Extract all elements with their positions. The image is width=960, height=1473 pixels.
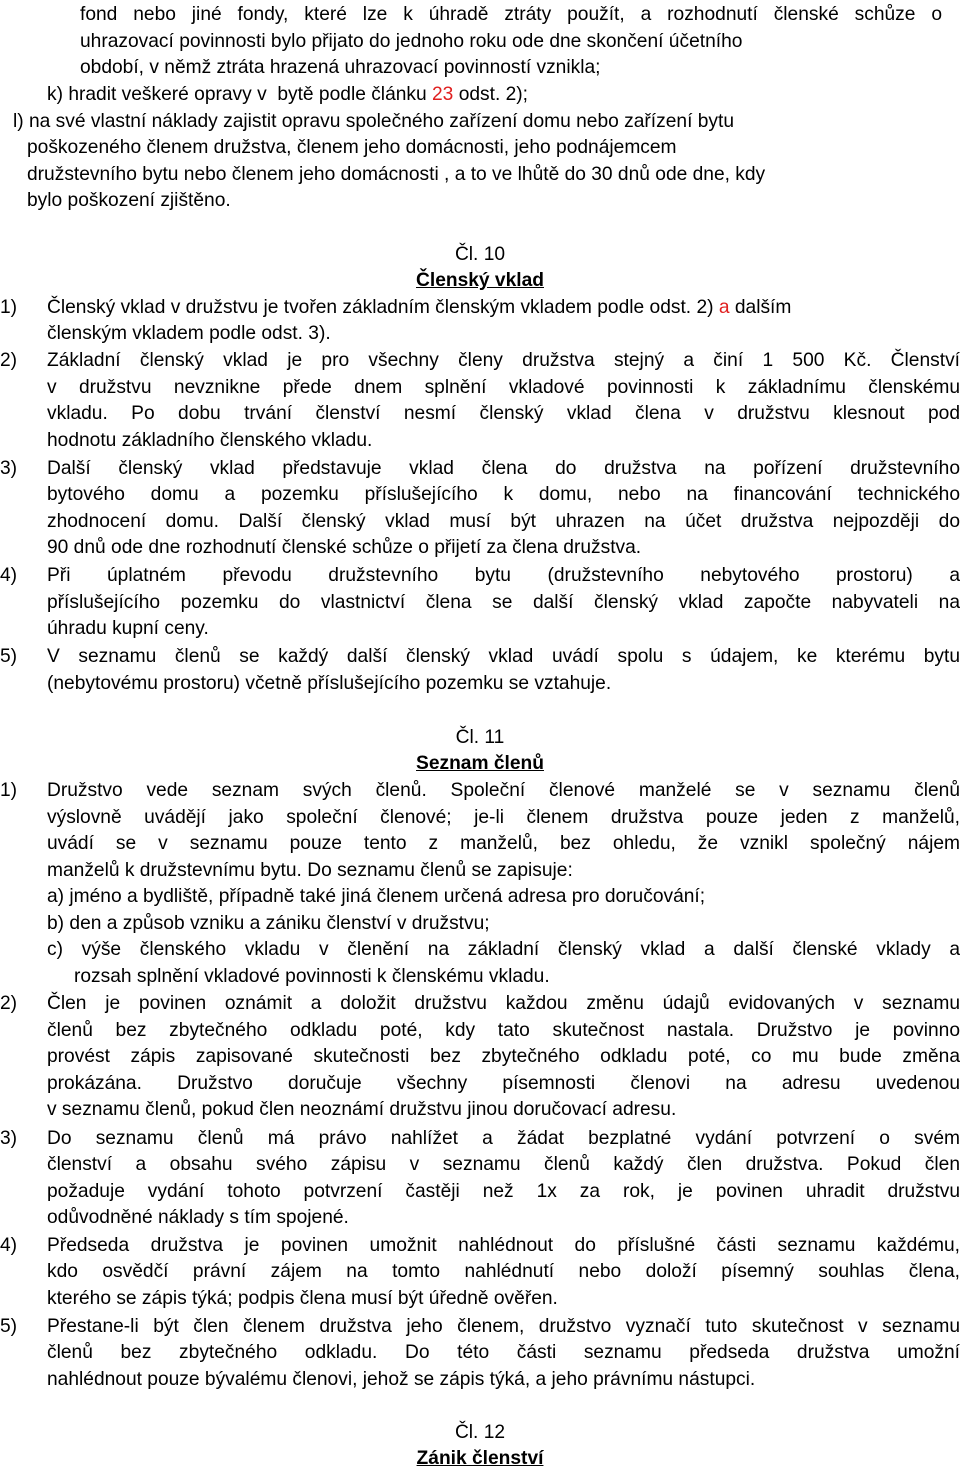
paragraph-line: prokázána. Družstvo doručuje všechny písemnosti členovi na adresu uvedenou (47, 1073, 960, 1094)
paragraph-line: V seznamu členů se každý další členský vklad uvádí spolu s údajem, ke kterému bytu (47, 646, 960, 667)
paragraph-line: Při úplatném převodu družstevního bytu (družstevního nebytového prostoru) a (47, 565, 960, 586)
paragraph-line: členů bez zbytečného odkladu poté, kdy tato skutečnost nastala. Družstvo je povinno (47, 1020, 960, 1041)
paragraph-line: Přestane-li být člen členem družstva jeho členem, družstvo vyznačí tuto skutečnost v seznamu (47, 1316, 960, 1337)
article-number: Čl. 10 (454, 244, 506, 265)
paragraph-line: hodnotu základního členského vkladu. (47, 430, 373, 451)
item-l-cont: družstevního bytu nebo členem jeho domácnosti , a to ve lhůtě do 30 dnů ode dne, kdy (27, 164, 766, 185)
article-number: Čl. 12 (454, 1422, 506, 1443)
intro-line: uhrazovací povinnosti bylo přijato do jednoho roku ode dne skončení účetního (80, 31, 743, 52)
paragraph-line: příslušejícího pozemku do vlastnictví člena se další členský vklad započte nabyvateli na (47, 592, 960, 613)
paragraph-number: 3) (0, 1128, 18, 1149)
paragraph-line: 90 dnů ode dne rozhodnutí členské schůze o přijetí za člena družstva. (47, 537, 642, 558)
paragraph-line: Člen je povinen oznámit a doložit družstvu každou změnu údajů evidovaných v seznamu (47, 993, 960, 1014)
paragraph-line: členů bez zbytečného odkladu. Do této části seznamu předseda družstva umožní (47, 1342, 960, 1363)
paragraph-line: nahlédnout pouze bývalému členovi, jehož se zápis týká, a jeho právnímu nástupci. (47, 1369, 756, 1390)
article-title: Seznam členů (416, 753, 544, 774)
item-k-text: k) hradit veškeré opravy v bytě podle článku (47, 84, 433, 105)
paragraph-number: 3) (0, 458, 18, 479)
article-title: Zánik členství (416, 1448, 544, 1469)
paragraph-text: dalším (729, 297, 792, 318)
intro-line: fond nebo jiné fondy, které lze k úhradě ztráty použít, a rozhodnutí členské schůze o (80, 4, 942, 25)
paragraph-line: (nebytovému prostoru) včetně příslušejícího pozemku se vztahuje. (47, 673, 612, 694)
item-l: l) na své vlastní náklady zajistit opravu společného zařízení domu nebo zařízení bytu (13, 111, 734, 132)
paragraph-line: v seznamu členů, pokud člen neoznámí družstvu jinou doručovací adresu. (47, 1099, 677, 1120)
paragraph-line: v družstvu nevznikne přede dnem splnění vkladové povinnosti k základnímu členskému (47, 377, 960, 398)
paragraph-number: 4) (0, 565, 18, 586)
paragraph-line: požaduje vydání tohoto potvrzení častěji než 1x za rok, je povinen uhradit družstvu (47, 1181, 960, 1202)
paragraph-line: vkladu. Po dobu trvání členství nesmí členský vklad člena v družstvu klesnout pod (47, 403, 960, 424)
item-k (47, 82, 528, 109)
paragraph-line: kterého se zápis týká; podpis člena musí být úředně ověřen. (47, 1288, 558, 1309)
paragraph-line (47, 295, 791, 322)
paragraph-number: 2) (0, 993, 18, 1014)
paragraph-line: kdo osvědčí právní zájem na tomto nahlédnutí nebo doloží písemný souhlas člena, (47, 1261, 960, 1282)
paragraph-text: Členský vklad v družstvu je tvořen základním členským vkladem podle odst. 2) (47, 297, 719, 318)
list-item-cont: rozsah splnění vkladové povinnosti k členskému vkladu. (74, 966, 550, 987)
paragraph-line: členství a obsahu svého zápisu v seznamu členů každý člen družstva. Pokud člen (47, 1154, 960, 1175)
article-reference-link[interactable]: 23 (432, 84, 454, 105)
paragraph-number: 1) (0, 780, 18, 801)
paragraph-line: úhradu kupní ceny. (47, 618, 209, 639)
list-item: b) den a způsob vzniku a zániku členství v družstvu; (47, 913, 490, 934)
item-l-cont: poškozeného členem družstva, členem jeho domácnosti, jeho podnájemcem (27, 137, 677, 158)
paragraph-line: Předseda družstva je povinen umožnit nahlédnout do příslušné části seznamu každému, (47, 1235, 960, 1256)
paragraph-line: odůvodněné náklady s tím spojené. (47, 1207, 349, 1228)
paragraph-line: Základní členský vklad je pro všechny členy družstva stejný a činí 1 500 Kč. Členství (47, 350, 960, 371)
paragraph-number: 5) (0, 646, 18, 667)
article-number: Čl. 11 (455, 727, 505, 748)
paragraph-line: Do seznamu členů má právo nahlížet a žádat bezplatné vydání potvrzení o svém (47, 1128, 960, 1149)
item-l-cont: bylo poškození zjištěno. (27, 190, 231, 211)
paragraph-line: bytového domu a pozemku příslušejícího k domu, nebo na financování technického (47, 484, 960, 505)
highlighted-word: a (718, 297, 730, 318)
paragraph-line: zhodnocení domu. Další členský vklad musí být uhrazen na účet družstva nejpozději do (47, 511, 960, 532)
article-title: Členský vklad (416, 270, 544, 291)
paragraph-line: členským vkladem podle odst. 3). (47, 323, 331, 344)
item-k-text: odst. 2); (453, 84, 529, 105)
intro-line: období, v němž ztráta hrazená uhrazovací povinností vznikla; (80, 57, 601, 78)
paragraph-line: Družstvo vede seznam svých členů. Společní členové manželé se v seznamu členů (47, 780, 960, 801)
list-item: c) výše členského vkladu v členění na základní členský vklad a další členské vklady a (47, 939, 960, 960)
paragraph-line: výslovně uvádějí jako společní členové; je-li členem družstva pouze jeden z manželů, (47, 807, 960, 828)
paragraph-line: Další členský vklad představuje vklad člena do družstva na pořízení družstevního (47, 458, 960, 479)
paragraph-number: 4) (0, 1235, 18, 1256)
paragraph-number: 5) (0, 1316, 18, 1337)
paragraph-number: 2) (0, 350, 18, 371)
paragraph-line: manželů k družstevnímu bytu. Do seznamu členů se zapisuje: (47, 860, 573, 881)
paragraph-number: 1) (0, 297, 18, 318)
paragraph-line: provést zápis zapisované skutečnosti bez zbytečného odkladu poté, co mu bude změna (47, 1046, 960, 1067)
list-item: a) jméno a bydliště, případně také jiná členem určená adresa pro doručování; (47, 886, 706, 907)
paragraph-line: uvádí se v seznamu pouze tento z manželů, bez ohledu, že vznikl společný nájem (47, 833, 960, 854)
